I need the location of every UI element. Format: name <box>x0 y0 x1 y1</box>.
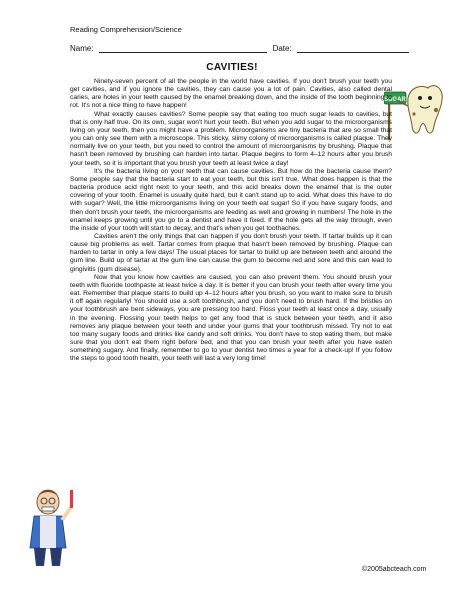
page-title: CAVITIES! <box>206 62 258 73</box>
boy-brushing-illustration <box>26 488 78 568</box>
copyright-footer: ©2005abcteach.com <box>362 566 427 573</box>
name-label: Name: <box>70 44 94 53</box>
paragraph: Now that you know how cavities are caused, you can also prevent them. You should brush your teeth with fluoride toothpaste at least twice a day. It is better if you can brush your teeth after every time you eat. Remember that plaque starts to build up 4–12 hours after you brush, so you want to make sure to brush it off again regularly! You should use a soft toothbrush, and you don't need to brush hard. If the bristles on your toothbrush are bent sideways, you are pressing too hard. Floss your teeth at least once a day, usually in the evening. Flossing your teeth helps to get any food that is stuck between your teeth, and it also removes any plaque between your teeth and under your gums that your toothbrush missed. Try not to eat too many sugary foods and drinks like candy and soft drinks. You don't have to stop eating them, but make sure that you don't eat them right before bed, and that you can brush your teeth after you have eaten something sugary. And finally, remember to go to your dentist two times a year for a check-up! If you follow the steps to good tooth health, your teeth will last a very long time! <box>70 273 392 363</box>
sign-text: SUGAR <box>384 97 406 103</box>
subject-label: Reading Comprehension/Science <box>70 25 182 34</box>
paragraph: It's the bacteria living on your teeth that can cause cavities. But how do the bacteria cause them? Some people say that the bacteria start to eat your teeth, but this isn't true. What does happen is that the bacteria produce acid right next to your teeth, and this acid breaks down the enamel that is the outer covering of your tooth. Enamel is usually quite hard, but it can't stand up to acid. What does this have to do with sugar? Well, the little microorganisms living on your teeth eat sugar! So if you have sugary foods, and then don't brush your teeth, the microorganisms are feeding as well and growing in numbers! The hole in the enamel keeps growing until you go to a dentist and have it fixed. If the hole gets all the way through, even the inside of your tooth will start to decay, and that's when you get toothaches. <box>70 167 392 232</box>
name-date-line <box>70 44 422 53</box>
tooth-sign-illustration <box>384 80 446 142</box>
date-label: Date: <box>272 44 292 53</box>
paragraph: What exactly causes cavities? Some people say that eating too much sugar leads to cavities, but that is only half true. On its own, sugar won't hurt your teeth. But when you add sugar to the microorganisms living on your teeth, then you might have a problem. Microorganisms are tiny bacteria that are so small that you can only see them with a microscope. This sticky, slimy colony of microorganisms is called plaque. They normally live on your teeth, but you need to control the amount of microorganisms by brushing. Plaque that hasn't been removed by brushing can harden into tartar. Plaque begins to form 4–12 hours after you brush your teeth, so it is important that you brush your teeth at least twice a day! <box>70 110 392 167</box>
date-blank[interactable] <box>297 44 409 53</box>
paragraph: Ninety-seven percent of all the people in the world have cavities. If you don't brush your teeth you get cavities, and if you ignore the cavities, they can cause you a lot of pain. Cavities, also called dental caries, are holes in your teeth caused by the enamel breaking down, and the inside of the tooth beginning to rot. It's not a nice thing to have happen! <box>70 78 392 110</box>
paragraph: Cavities aren't the only things that can happen if you don't brush your teeth. If tartar builds up it can cause big problems as well. Tartar comes from plaque that hasn't been removed by brushing. Plaque can harden to tartar in only a few days! The usual places for tartar to build up are between teeth and around the gum line. Build up of tartar at the gum line can cause the gum to become red and sore and this can lead to gingivitis (gum disease). <box>70 232 392 273</box>
name-blank[interactable] <box>99 44 267 53</box>
article-body <box>70 78 392 363</box>
